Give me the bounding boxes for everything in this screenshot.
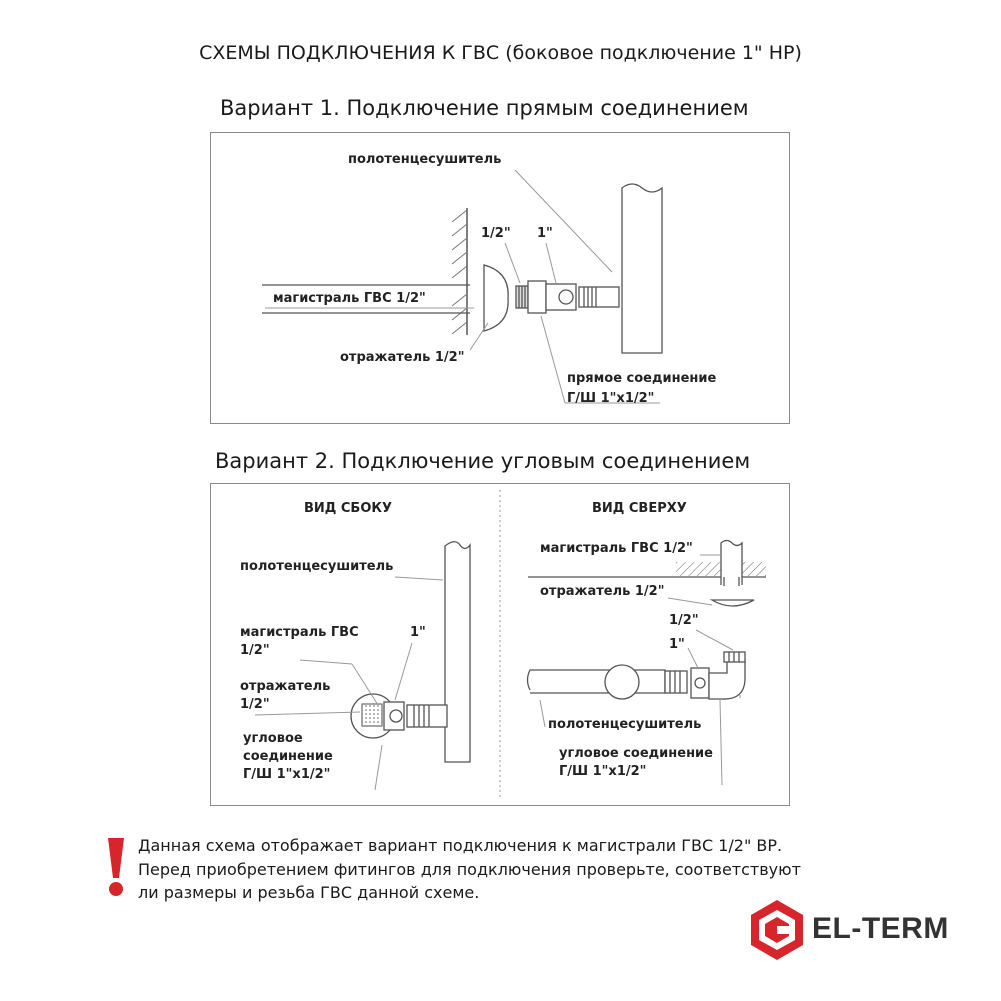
side-size-one-label: 1"	[410, 625, 426, 640]
warning-icon	[108, 838, 124, 896]
side-view-title: ВИД СБОКУ	[304, 501, 393, 516]
v1-reflector-label: отражатель 1/2"	[340, 350, 465, 365]
top-connection-label-1: угловое соединение	[559, 746, 713, 761]
top-size-half-label: 1/2"	[669, 613, 699, 628]
variant1-heading: Вариант 1. Подключение прямым соединением	[220, 96, 749, 120]
note-line-1: Данная схема отображает вариант подключения к магистрали ГВС 1/2" ВР.	[138, 836, 783, 855]
top-connection-label-2: Г/Ш 1"х1/2"	[559, 764, 647, 779]
top-size-one-label: 1"	[669, 637, 685, 652]
side-main-line-label-1: магистраль ГВС	[240, 625, 359, 640]
variant2-heading: Вариант 2. Подключение угловым соединением	[215, 449, 751, 473]
v1-connection-label-1: прямое соединение	[567, 371, 717, 386]
note-line-3: ли размеры и резьба ГВС данной схеме.	[138, 883, 480, 902]
variant1-drawing	[262, 170, 662, 403]
page-title: СХЕМЫ ПОДКЛЮЧЕНИЯ К ГВС (боковое подключение 1" НР)	[199, 42, 802, 64]
v1-connection-label-2: Г/Ш 1"х1/2"	[567, 391, 655, 406]
side-connection-label-2: соединение	[243, 749, 333, 764]
side-connection-label-3: Г/Ш 1"х1/2"	[243, 767, 331, 782]
note-line-2: Перед приобретением фитингов для подключения проверьте, соответствуют	[138, 860, 801, 879]
top-reflector-label: отражатель 1/2"	[540, 584, 665, 599]
logo-icon	[751, 900, 803, 960]
v1-main-line-label: магистраль ГВС 1/2"	[273, 291, 426, 306]
side-main-line-label-2: 1/2"	[240, 643, 270, 658]
top-main-line-label: магистраль ГВС 1/2"	[540, 541, 693, 556]
logo-text: EL-TERM	[812, 912, 949, 945]
v1-towel-dryer-label: полотенцесушитель	[348, 152, 502, 167]
v1-size-one-label: 1"	[537, 226, 553, 241]
side-connection-label-1: угловое	[243, 731, 303, 746]
side-reflector-label-2: 1/2"	[240, 697, 270, 712]
top-towel-dryer-label: полотенцесушитель	[548, 717, 702, 732]
side-towel-dryer-label: полотенцесушитель	[240, 559, 394, 574]
v1-size-half-label: 1/2"	[481, 226, 511, 241]
side-reflector-label-1: отражатель	[240, 679, 331, 694]
top-view-title: ВИД СВЕРХУ	[592, 501, 687, 516]
